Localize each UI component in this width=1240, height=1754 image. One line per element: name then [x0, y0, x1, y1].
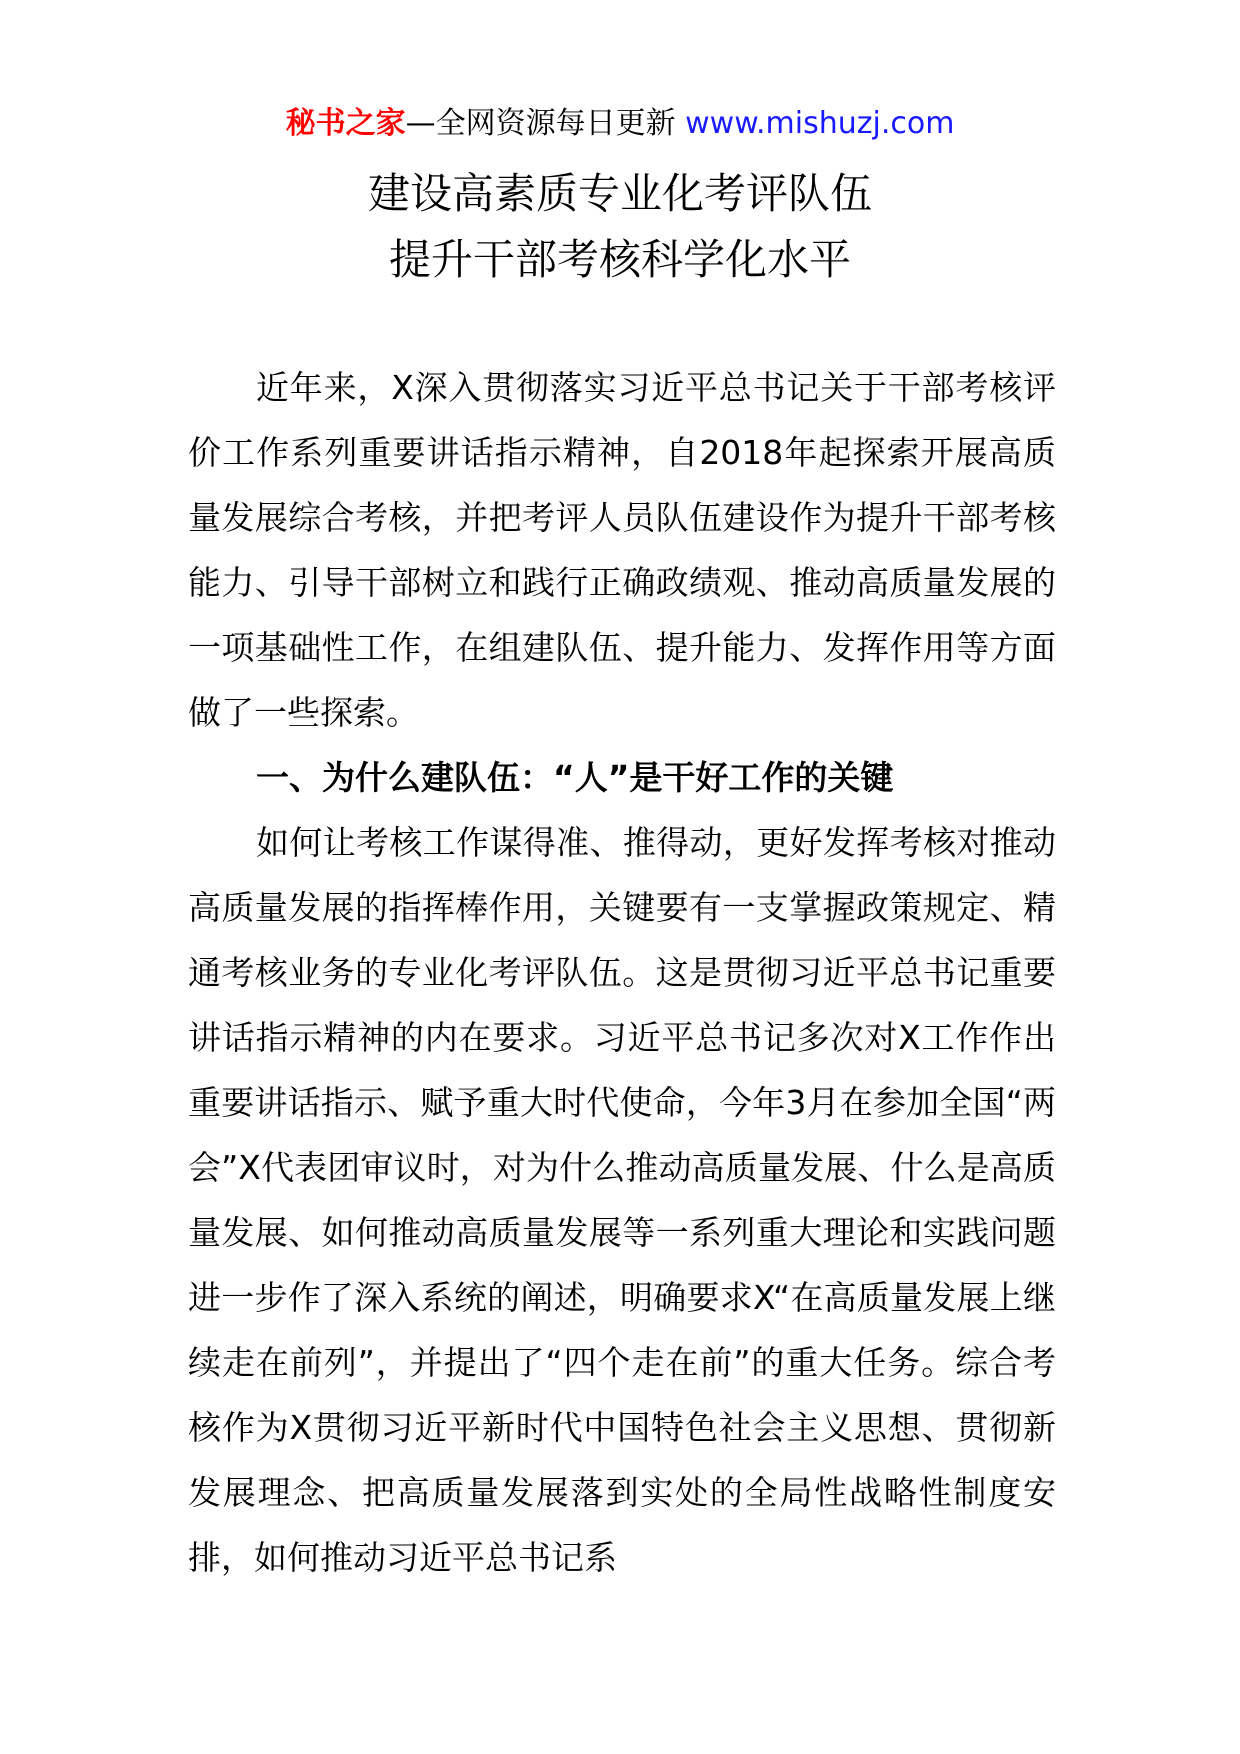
site-header: [0, 104, 1240, 144]
section-heading: 一、为什么建队伍：“人”是干好工作的关键: [256, 758, 894, 797]
site-tagline: —全网资源每日更新: [405, 106, 676, 141]
body-paragraph: 如何让考核工作谋得准、推得动，更好发挥考核对推动高质量发展的指挥棒作用，关键要有一支掌握政策规定、精通考核业务的专业化考评队伍。这是贯彻习近平总书记重要讲话指示精神的内在要求。习近平总书记多次对X工作作出重要讲话指示、赋予重大时代使命，今年3月在参加全国“两会”X代表团审议时，对为什么推动高质量发展、什么是高质量发展、如何推动高质量发展等一系列重大理论和实践问题进一步作了深入系统的阐述，明确要求X“在高质量发展上继续走在前列”，并提出了“四个走在前”的重大任务。综合考核作为X贯彻习近平新时代中国特色社会主义思想、贯彻新发展理念、把高质量发展落到实处的全局性战略性制度安排，如何推动习近平总书记系: [188, 823, 1056, 1577]
document-body: [188, 355, 1056, 1590]
document-title-line-1: 建设高素质专业化考评队伍: [367, 169, 872, 218]
document-title-line-2: 提升干部考核科学化水平: [388, 235, 851, 284]
site-url-link[interactable]: www.mishuzj.com: [685, 106, 955, 141]
intro-paragraph: 近年来，X深入贯彻落实习近平总书记关于干部考核评价工作系列重要讲话指示精神，自2018年起探索开展高质量发展综合考核，并把考评人员队伍建设作为提升干部考核能力、引导干部树立和践行正确政绩观、推动高质量发展的一项基础性工作，在组建队伍、提升能力、发挥作用等方面做了一些探索。: [188, 368, 1056, 732]
site-brand: 秘书之家: [285, 106, 406, 141]
